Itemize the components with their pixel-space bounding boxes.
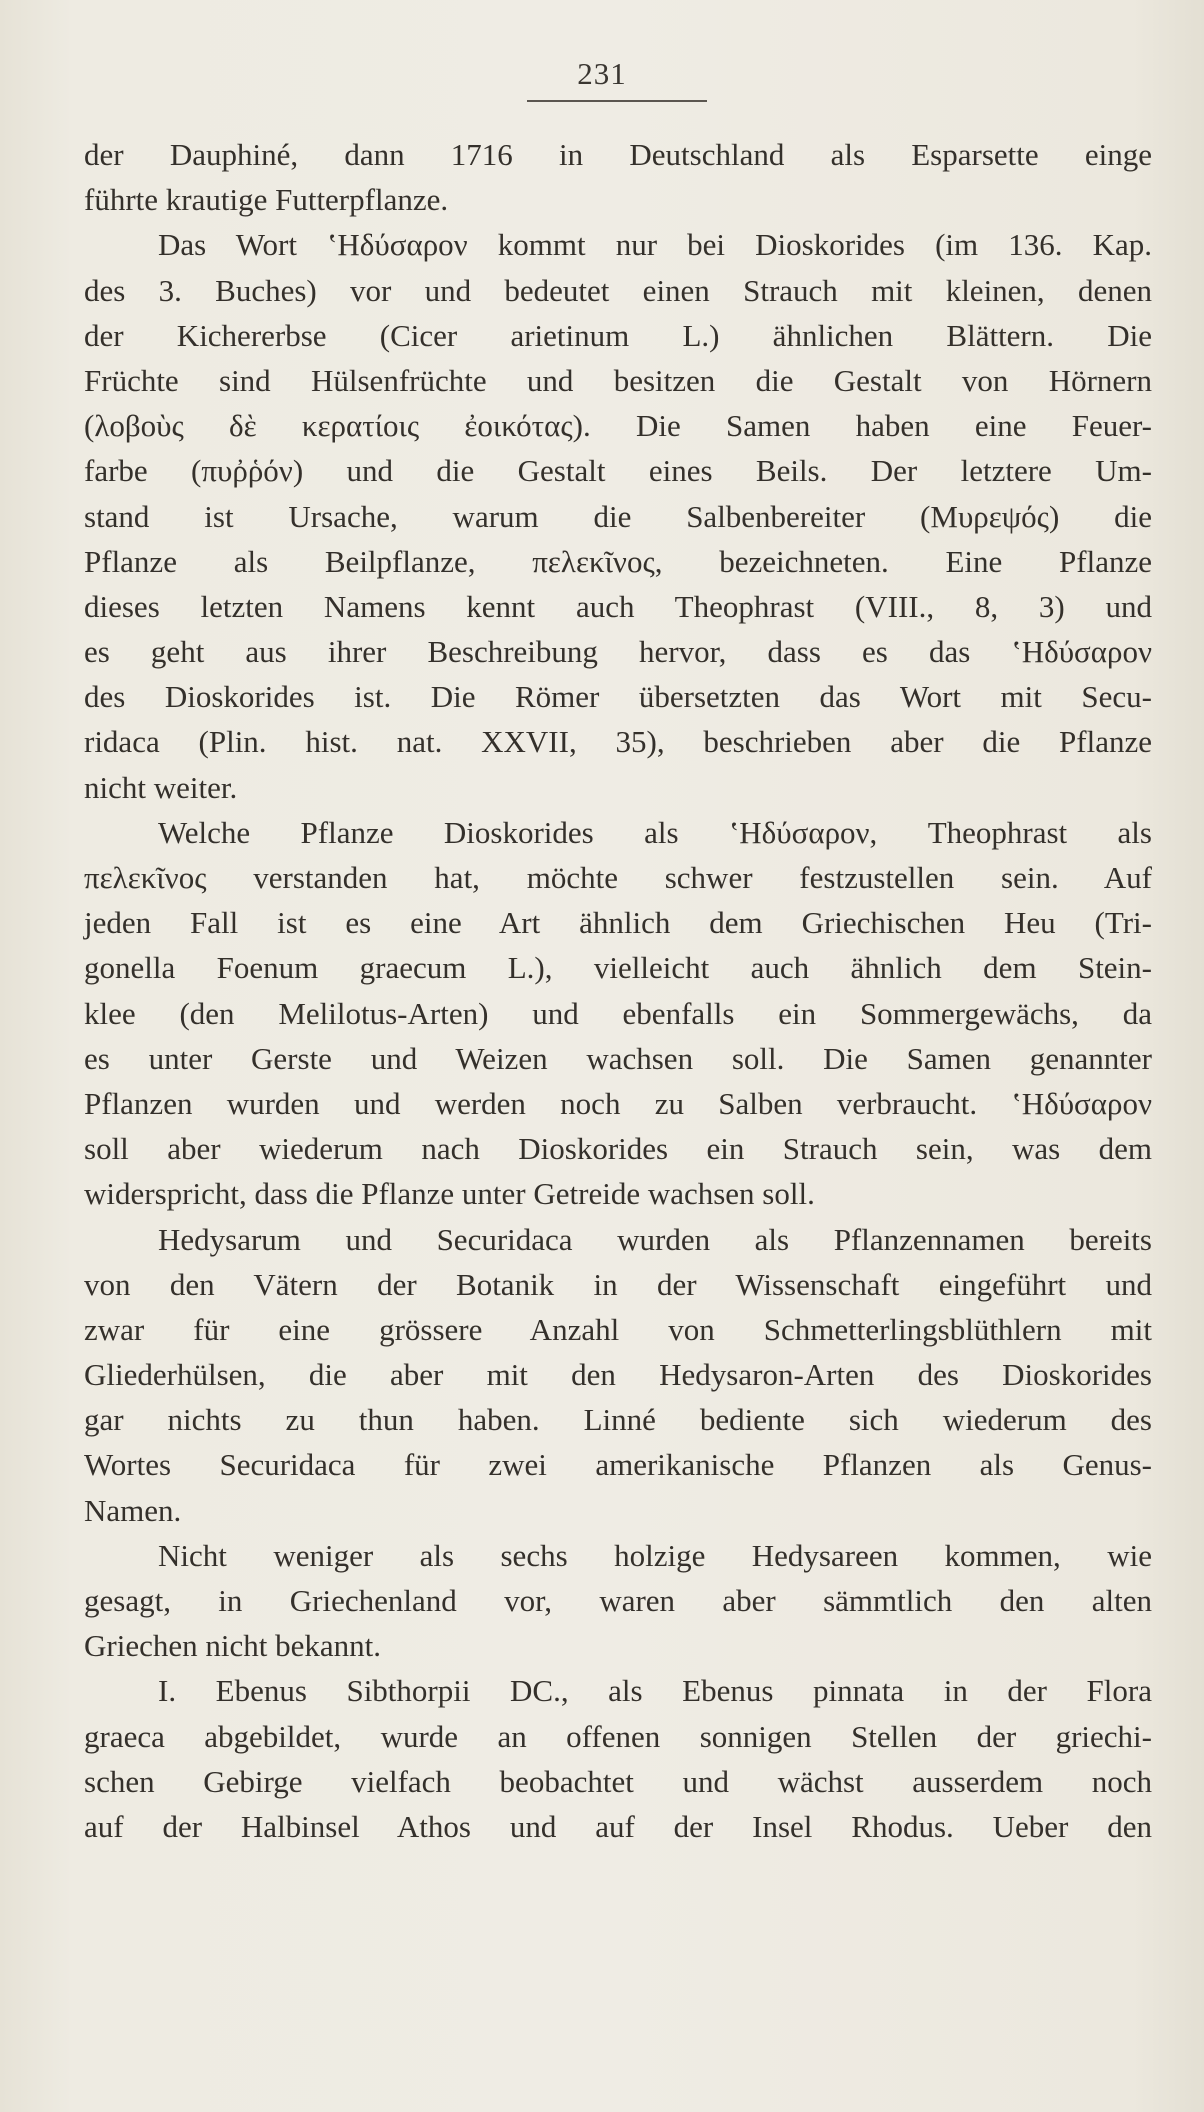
text-line: auf der Halbinsel Athos und auf der Insel Rhodus. Ueber den: [84, 1808, 1152, 1844]
text-line: Griechen nicht bekannt.: [84, 1628, 381, 1664]
text-line: Wortes Securidaca für zwei amerikanische Pflanzen als Genus-: [84, 1447, 1152, 1483]
text-line: gesagt, in Griechenland vor, waren aber sämmtlich den alten: [84, 1583, 1152, 1618]
text-line: graeca abgebildet, wurde an offenen sonnigen Stellen der griechi-: [84, 1718, 1152, 1754]
text-line: Welche Pflanze Dioskorides als ʽΗδύσαρον, Theophrast als: [158, 814, 1152, 850]
text-line: zwar für eine grössere Anzahl von Schmetterlingsblüthlern mit: [84, 1311, 1152, 1347]
text-line: farbe (πυῤῥόν) und die Gestalt eines Beils. Der letztere Um-: [84, 453, 1152, 489]
text-line: es unter Gerste und Weizen wachsen soll. Die Samen genannter: [84, 1040, 1152, 1076]
text-line: klee (den Melilotus-Arten) und ebenfalls ein Sommergewächs, da: [84, 995, 1152, 1031]
text-line: des 3. Buches) vor und bedeutet einen Strauch mit kleinen, denen: [84, 272, 1152, 308]
text-line: jeden Fall ist es eine Art ähnlich dem Griechischen Heu (Tri-: [84, 905, 1152, 941]
text-line: I. Ebenus Sibthorpii DC., als Ebenus pinnata in der Flora: [158, 1673, 1152, 1709]
text-line: es geht aus ihrer Beschreibung hervor, dass es das ʽΗδύσαρον: [84, 634, 1152, 670]
text-line: Das Wort ʽΗδύσαρον kommt nur bei Dioskorides (im 136. Kap.: [158, 227, 1152, 263]
text-line: des Dioskorides ist. Die Römer übersetzten das Wort mit Secu-: [84, 679, 1152, 715]
text-line: Gliederhülsen, die aber mit den Hedysaron-Arten des Dioskorides: [84, 1357, 1152, 1393]
text-line: der Kichererbse (Cicer arietinum L.) ähnlichen Blättern. Die: [84, 317, 1152, 353]
text-line: ridaca (Plin. hist. nat. XXVII, 35), beschrieben aber die Pflanze: [84, 724, 1152, 760]
text-line: (λοβοὺς δὲ κερατίοις ἐοικότας). Die Samen haben eine Feuer-: [84, 408, 1152, 444]
text-line: schen Gebirge vielfach beobachtet und wächst ausserdem noch: [84, 1763, 1152, 1799]
page-number-rule: [527, 100, 707, 102]
text-line: gonella Foenum graecum L.), vielleicht auch ähnlich dem Stein-: [84, 950, 1152, 986]
text-line: führte krautige Futterpflanze.: [84, 182, 449, 218]
text-line: der Dauphiné, dann 1716 in Deutschland als Esparsette einge: [84, 137, 1152, 172]
text-line: soll aber wiederum nach Dioskorides ein Strauch sein, was dem: [84, 1131, 1152, 1167]
text-line: Namen.: [84, 1492, 182, 1528]
text-line: stand ist Ursache, warum die Salbenbereiter (Μυρεψός) die: [84, 498, 1152, 534]
text-line: πελεκῖνος verstanden hat, möchte schwer festzustellen sein. Auf: [84, 860, 1152, 895]
text-line: Pflanze als Beilpflanze, πελεκῖνος, bezeichneten. Eine Pflanze: [84, 543, 1152, 579]
text-line: dieses letzten Namens kennt auch Theophrast (VIII., 8, 3) und: [84, 588, 1152, 624]
text-line: Hedysarum und Securidaca wurden als Pflanzennamen bereits: [158, 1221, 1152, 1257]
text-line: nicht weiter.: [84, 769, 238, 805]
text-line: von den Vätern der Botanik in der Wissenschaft eingeführt und: [84, 1266, 1152, 1302]
text-line: gar nichts zu thun haben. Linné bediente sich wiederum des: [84, 1402, 1152, 1438]
text-line: widerspricht, dass die Pflanze unter Getreide wachsen soll.: [84, 1176, 815, 1212]
text-line: Früchte sind Hülsenfrüchte und besitzen die Gestalt von Hörnern: [84, 362, 1152, 398]
page-number: 231: [577, 56, 627, 91]
text-line: Pflanzen wurden und werden noch zu Salben verbraucht. ʽΗδύσαρον: [84, 1085, 1152, 1121]
body-text: [84, 132, 1152, 1849]
text-line: Nicht weniger als sechs holzige Hedysareen kommen, wie: [158, 1537, 1152, 1573]
